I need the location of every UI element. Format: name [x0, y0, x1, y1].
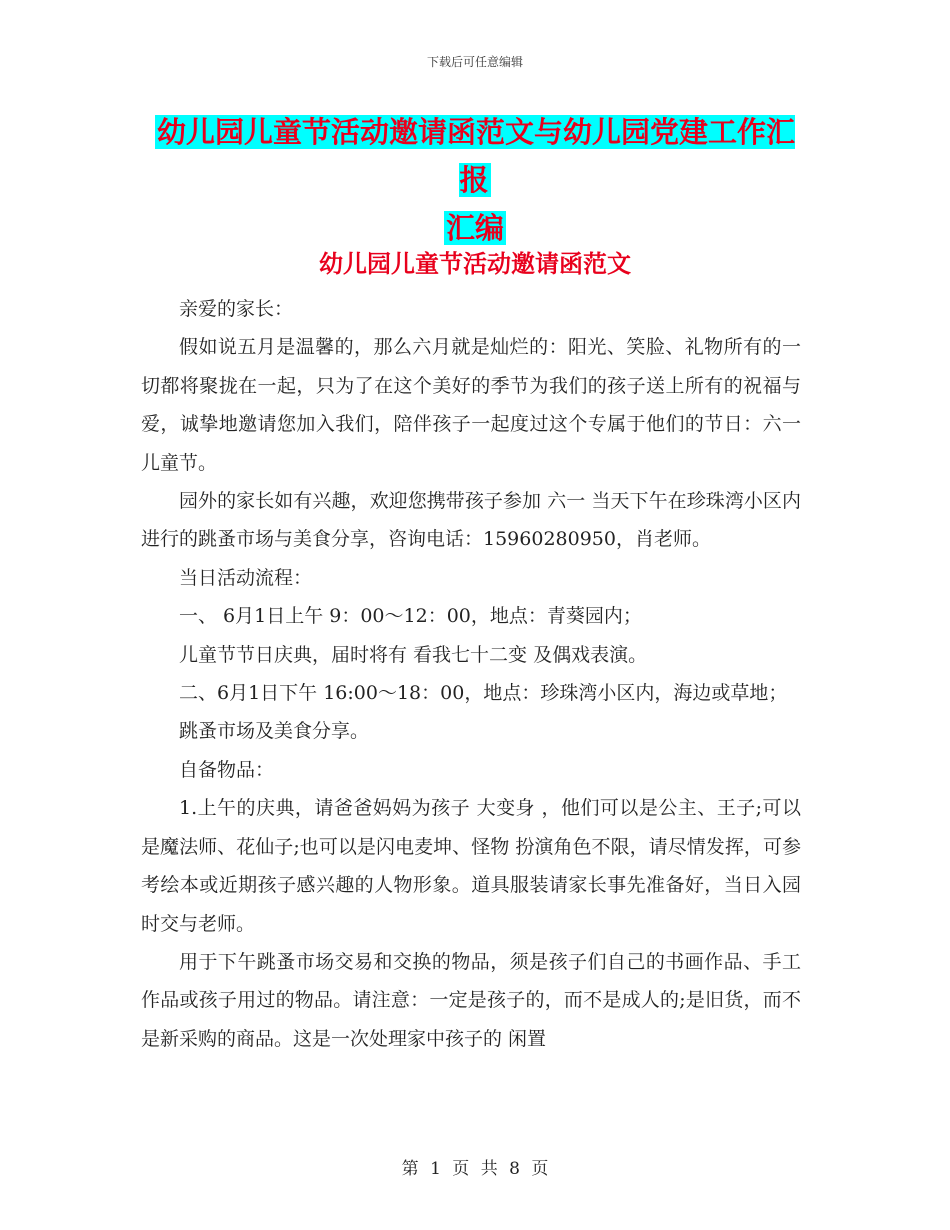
paragraph: 二、6月1日下午 16:00～18：00，地点：珍珠湾小区内，海边或草地；: [179, 682, 788, 705]
footer-total-label: 共: [480, 1159, 498, 1179]
section-title: 幼儿园儿童节活动邀请函范文: [319, 250, 631, 278]
document-title: [140, 108, 810, 252]
title-line-1: 幼儿园儿童节活动邀请函范文与幼儿园党建工作汇报: [156, 115, 795, 197]
footer-total-unit: 页: [531, 1159, 549, 1179]
paragraph: 一、 6月1日上午 9：00～12：00，地点：青葵园内；: [179, 605, 642, 628]
paragraph: 1.上午的庆典，请爸爸妈妈为孩子 大变身 ，他们可以是公主、王子;可以是魔法师、花仙子;也可以是闪电麦坤、怪物 扮演角色不限，请尽情发挥，可参考绘本或近期孩子感兴趣的人物形象。道具服装请家长事先准备好，当日入园时交与老师。: [141, 797, 801, 935]
paragraph: 当日活动流程：: [179, 566, 313, 589]
paragraph: 跳蚤市场及美食分享。: [179, 720, 370, 743]
footer-page-label: 第: [401, 1159, 419, 1179]
footer-total-number: 8: [509, 1159, 520, 1179]
paragraph: 亲爱的家长：: [179, 298, 294, 320]
page-footer: [0, 1154, 950, 1179]
document-body: [141, 290, 801, 1058]
paragraph: 儿童节节日庆典，届时将有 看我七十二变 及偶戏表演。: [179, 643, 648, 666]
paragraph: 园外的家长如有兴趣，欢迎您携带孩子参加 六一 当天下午在珍珠湾小区内进行的跳蚤市场与美食分享，咨询电话：15960280950，肖老师。: [141, 490, 801, 551]
paragraph: 假如说五月是温馨的，那么六月就是灿烂的：阳光、笑脸、礼物所有的一切都将聚拢在一起，只为了在这个美好的季节为我们的孩子送上所有的祝福与爱，诚挚地邀请您加入我们，陪伴孩子一起度过这个专属于他们的节日：六一 儿童节。: [141, 336, 801, 474]
paragraph: 自备物品：: [179, 758, 275, 781]
paragraph: 用于下午跳蚤市场交易和交换的物品，须是孩子们自己的书画作品、手工作品或孩子用过的物品。请注意：一定是孩子的，而不是成人的;是旧货，而不是新采购的商品。这是一次处理家中孩子的 闲置: [141, 950, 801, 1050]
footer-page-number: 1: [430, 1159, 441, 1179]
page-header: 下载后可任意编辑: [426, 55, 523, 69]
footer-page-unit: 页: [452, 1159, 470, 1179]
title-line-2: 汇编: [445, 211, 504, 245]
